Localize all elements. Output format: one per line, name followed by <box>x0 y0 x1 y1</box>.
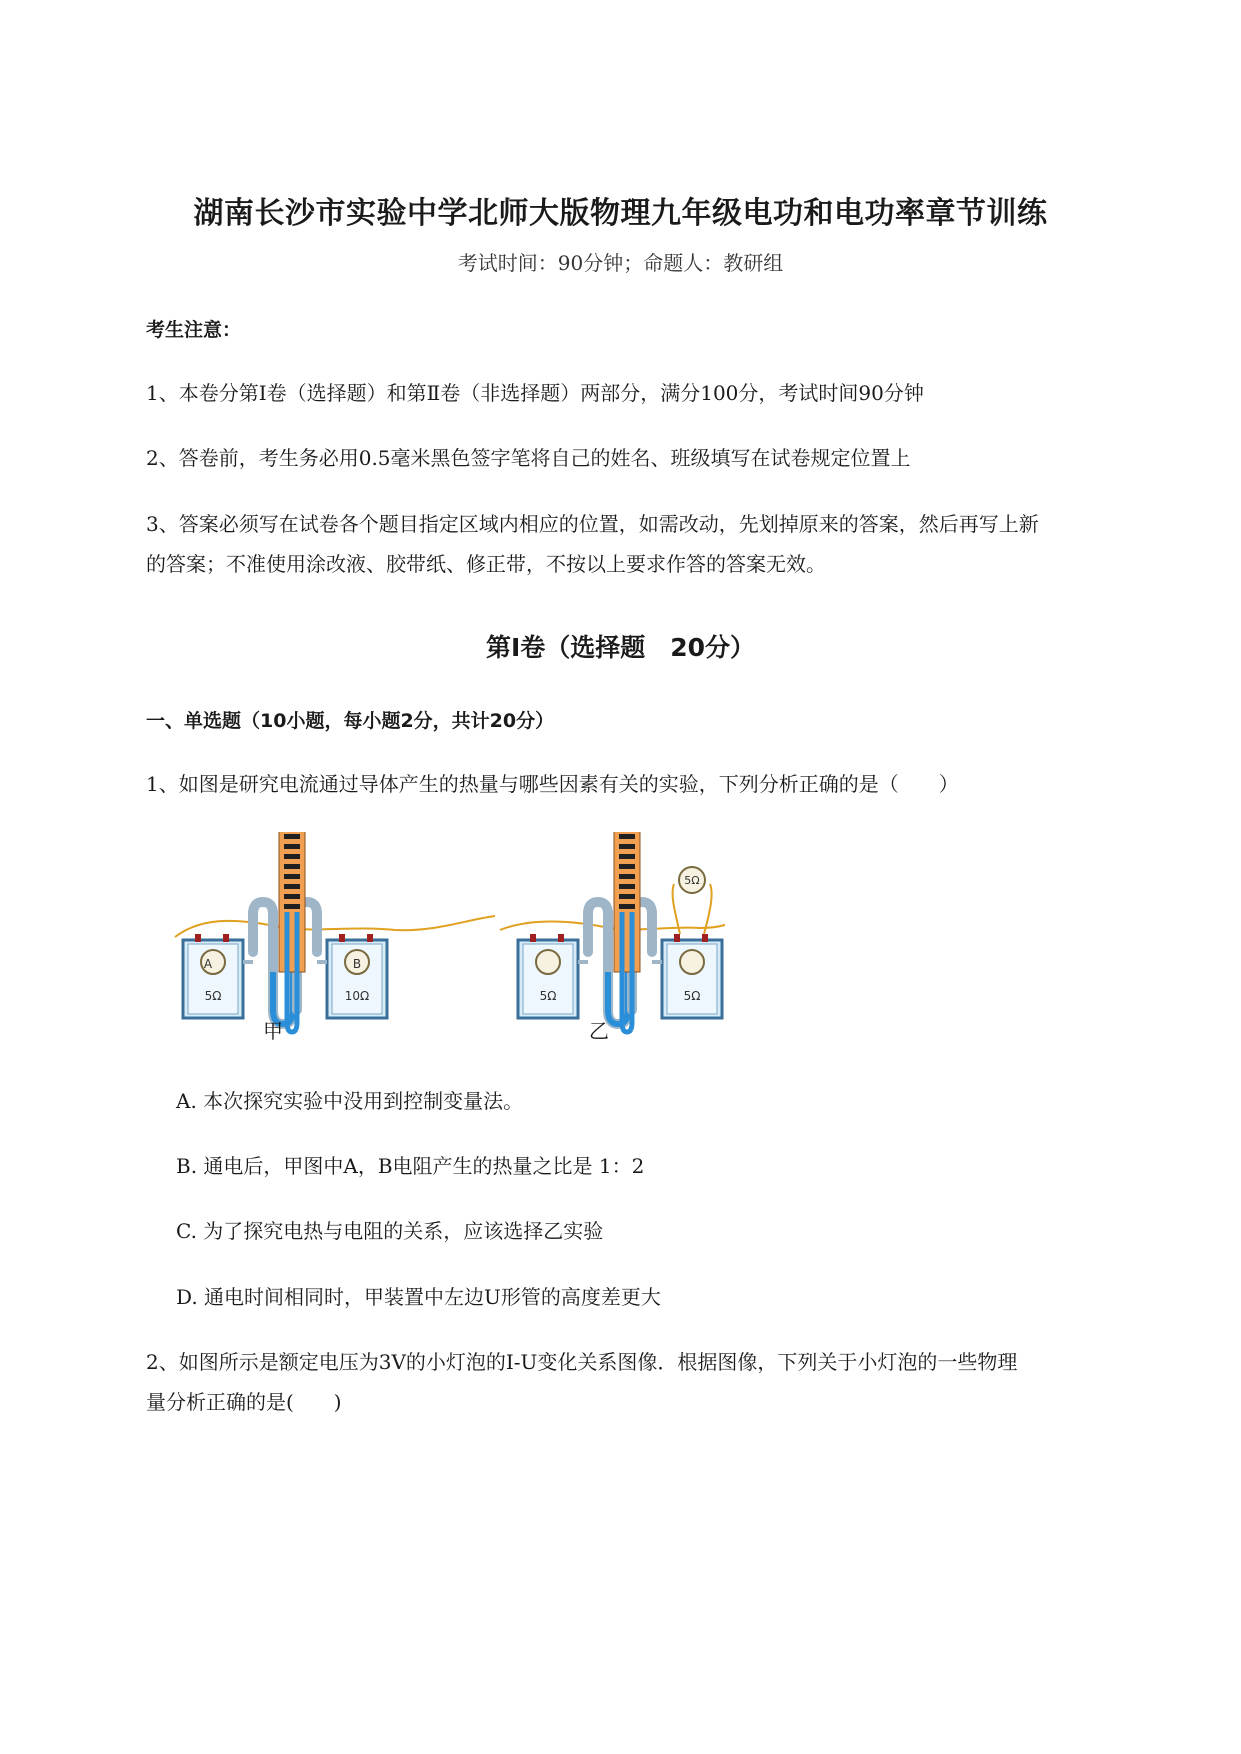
resistor-yi-parallel-value: 5Ω <box>684 874 700 887</box>
resistor-b-value: 10Ω <box>344 989 370 1003</box>
notice-item-1: 1、本卷分第I卷（选择题）和第Ⅱ卷（非选择题）两部分，满分100分，考试时间90分钟 <box>146 381 924 405</box>
exam-info: 考试时间：90分钟；命题人：教研组 <box>457 251 784 275</box>
apparatus-jia <box>175 832 495 1032</box>
resistor-a-letter: A <box>203 957 213 971</box>
notice-heading: 考生注意： <box>146 319 242 341</box>
question-1-option-d: D. 通电时间相同时，甲装置中左边U形管的高度差更大 <box>176 1285 661 1309</box>
question-1-figure <box>165 832 725 1047</box>
resistor-a-value: 5Ω <box>204 989 222 1003</box>
resistor-yi-left-value: 5Ω <box>539 989 557 1003</box>
resistor-b-letter: B <box>352 957 362 971</box>
part-title: 一、单选题（10小题，每小题2分，共计20分） <box>146 710 555 732</box>
resistor-yi-right-value: 5Ω <box>683 989 701 1003</box>
notice-item-2: 2、答卷前，考生务必用0.5毫米黑色签字笔将自己的姓名、班级填写在试卷规定位置上 <box>146 446 911 470</box>
question-2-text: 2、如图所示是额定电压为3V的小灯泡的I-U变化关系图像．根据图像，下列关于小灯泡的一些物理 <box>146 1350 1018 1374</box>
notice-item-3-cont: 的答案；不准使用涂改液、胶带纸、修正带，不按以上要求作答的答案无效。 <box>146 552 826 576</box>
question-1-option-c: C. 为了探究电热与电阻的关系，应该选择乙实验 <box>176 1219 604 1243</box>
question-1-text: 1、如图是研究电流通过导体产生的热量与哪些因素有关的实验，下列分析正确的是（ ） <box>146 772 959 796</box>
figure-label-yi: 乙 <box>589 1019 609 1043</box>
section-title: 第I卷（选择题 20分） <box>485 633 756 662</box>
notice-item-3: 3、答案必须写在试卷各个题目指定区域内相应的位置，如需改动，先划掉原来的答案，然后再写上新 <box>146 512 1039 536</box>
page-title: 湖南长沙市实验中学北师大版物理九年级电功和电功率章节训练 <box>193 196 1048 231</box>
figure-label-jia: 甲 <box>263 1019 283 1043</box>
joule-heat-apparatus-diagram <box>165 832 725 1047</box>
question-1-option-a: A. 本次探究实验中没用到控制变量法。 <box>176 1089 524 1113</box>
question-1-option-b: B. 通电后，甲图中A，B电阻产生的热量之比是 1：2 <box>176 1154 645 1178</box>
question-2-text-cont: 量分析正确的是( ) <box>146 1390 342 1414</box>
